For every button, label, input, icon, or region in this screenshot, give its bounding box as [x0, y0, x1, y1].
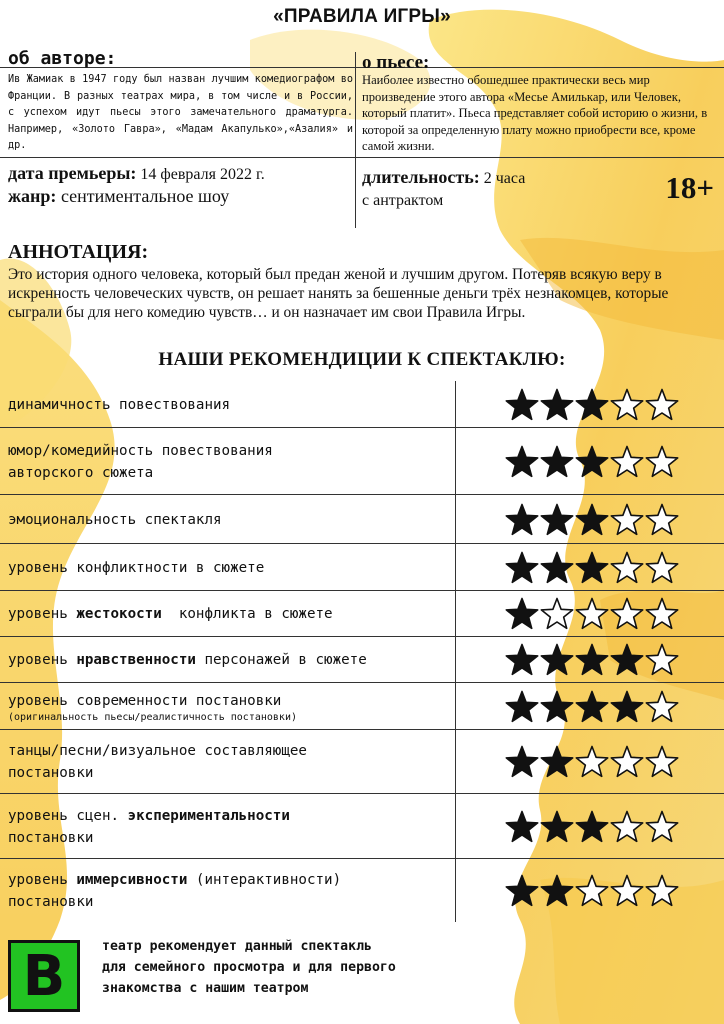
star-empty-icon [611, 599, 642, 629]
rating-label-pre: уровень [8, 606, 77, 622]
row-divider [0, 729, 724, 730]
star-empty-icon [646, 504, 677, 534]
annotation-text: Это история одного человека, который был предан женой и лучшим другом. Потеряв всякую веру в искренность человеческих чувств, он решает нанять за бешенные деньги трёх незнакомцев, которые сыграли бы для него комедию чувств… и он назначает им свои Правила Игры. [8, 266, 669, 321]
row-divider [0, 636, 724, 637]
rating-label-post: конфликта в сюжете [161, 606, 333, 622]
rating-label [8, 394, 448, 416]
rating-label-pre: уровень [8, 652, 77, 668]
genre-info [8, 186, 229, 207]
rating-label [8, 740, 448, 784]
star-empty-icon [646, 446, 677, 476]
genre-label: жанр: [8, 186, 57, 206]
badge-letter: B [22, 943, 66, 1009]
star-filled-icon [506, 552, 537, 582]
rating-label [8, 557, 448, 579]
star-empty-icon [541, 599, 572, 629]
star-filled-icon [541, 811, 572, 841]
row-divider [0, 858, 724, 859]
star-rating [505, 643, 680, 677]
star-empty-icon [646, 599, 677, 629]
star-filled-icon [541, 552, 572, 582]
genre-value: сентиментальное шоу [56, 186, 230, 206]
row-divider [0, 590, 724, 591]
star-filled-icon [576, 504, 607, 534]
star-empty-icon [611, 876, 642, 906]
rating-label-line2: постановки [8, 829, 94, 846]
rating-label-bold: иммерсивности [76, 872, 188, 888]
rating-label-line1: уровень конфликтности в сюжете [8, 559, 265, 576]
star-filled-icon [541, 645, 572, 675]
star-filled-icon [506, 811, 537, 841]
star-empty-icon [611, 552, 642, 582]
recommendations-heading: НАШИ РЕКОМЕНДИЦИИ К СПЕКТАКЛЮ: [158, 349, 566, 370]
star-empty-icon [611, 747, 642, 777]
star-filled-icon [506, 446, 537, 476]
rating-label [8, 509, 448, 531]
star-filled-icon [611, 645, 642, 675]
star-rating [505, 388, 680, 422]
star-empty-icon [611, 390, 642, 420]
duration-info [362, 167, 525, 211]
star-filled-icon [541, 390, 572, 420]
row-divider [0, 543, 724, 544]
rating-label-post: (интерактивности) [187, 872, 342, 888]
star-filled-icon [506, 645, 537, 675]
duration-value: 2 часа [479, 170, 526, 187]
rating-label-line1: юмор/комедийность повествования [8, 442, 273, 459]
rating-label-line2: постановки [8, 894, 94, 910]
premiere-info [8, 163, 265, 184]
star-filled-icon [506, 504, 537, 534]
play-text: Наиболее известно обошедшее практически весь мир произведение этого автора «Месье Амилькар, или Человек, который платит». Пьеса представляет собой историю о жизни, в которой за определенную плату можно приобрести все, кроме самой жизни. [362, 73, 708, 153]
play-heading: о пьесе: [362, 52, 430, 73]
rating-label-line1: эмоциональность спектакля [8, 511, 222, 528]
rating-label-line2: авторского сюжета [8, 464, 154, 481]
divider [455, 381, 456, 922]
star-filled-icon [576, 390, 607, 420]
rating-label-line1: танцы/песни/визуальное составляющее [8, 743, 307, 759]
rating-label-line1: уровень современности постановки [8, 693, 282, 709]
rating-label-line2: постановки [8, 765, 94, 781]
badge-text: театр рекомендует данный спектакль для семейного просмотра и для первого знакомства с нашим театром [102, 939, 396, 996]
star-filled-icon [506, 691, 537, 721]
rating-label [8, 649, 448, 671]
divider [355, 52, 356, 228]
duration-label: длительность: [362, 167, 480, 187]
star-empty-icon [576, 599, 607, 629]
star-filled-icon [611, 691, 642, 721]
star-empty-icon [646, 645, 677, 675]
rating-label [8, 440, 448, 484]
star-rating [505, 810, 680, 844]
rating-label-bold: жестокости [76, 606, 162, 622]
about-heading: об авторе: [8, 48, 117, 69]
star-filled-icon [541, 876, 572, 906]
row-divider [0, 427, 724, 428]
star-rating [505, 874, 680, 908]
rating-label-line1: динамичность повествования [8, 397, 231, 413]
star-empty-icon [646, 747, 677, 777]
star-filled-icon [576, 446, 607, 476]
rating-label [8, 869, 448, 913]
rating-label-post: персонажей в сюжете [195, 652, 367, 668]
rating-label-bold: экспериментальности [127, 807, 290, 824]
premiere-label: дата премьеры: [8, 163, 137, 183]
rating-label-sub: (оригинальность пьесы/реалистичность постановки) [8, 712, 297, 723]
row-divider [0, 494, 724, 495]
star-rating [505, 551, 680, 585]
star-filled-icon [506, 599, 537, 629]
star-filled-icon [541, 747, 572, 777]
star-rating [505, 445, 680, 479]
star-empty-icon [576, 747, 607, 777]
star-filled-icon [576, 811, 607, 841]
star-rating [505, 690, 680, 724]
rating-label-pre: уровень [8, 872, 77, 888]
star-filled-icon [576, 691, 607, 721]
star-filled-icon [506, 390, 537, 420]
page-title: «ПРАВИЛА ИГРЫ» [273, 6, 451, 27]
star-filled-icon [541, 504, 572, 534]
star-rating [505, 503, 680, 537]
star-empty-icon [611, 504, 642, 534]
star-empty-icon [646, 552, 677, 582]
star-rating [505, 745, 680, 779]
star-filled-icon [541, 691, 572, 721]
star-empty-icon [576, 876, 607, 906]
star-empty-icon [611, 811, 642, 841]
about-text: Ив Жамиак в 1947 году был назван лучшим комедиографом во Франции. В разных театрах мира, в том числе и в России, с успехом идут пьесы этого замечательного драматурга. Например, «Золото Гавра», «Мадам Акапулько»,«Азалия» и др. [8, 74, 353, 151]
premiere-value: 14 февраля 2022 г. [136, 166, 265, 183]
star-filled-icon [576, 552, 607, 582]
star-rating [505, 597, 680, 631]
rating-label [8, 603, 448, 625]
star-empty-icon [646, 390, 677, 420]
star-filled-icon [576, 645, 607, 675]
rating-label-bold: нравственности [76, 652, 196, 668]
rating-label-pre: уровень сцен. [8, 807, 128, 824]
star-filled-icon [541, 446, 572, 476]
row-divider [0, 682, 724, 683]
star-empty-icon [646, 811, 677, 841]
family-badge [8, 940, 80, 1012]
star-empty-icon [646, 691, 677, 721]
age-rating: 18+ [665, 170, 714, 205]
duration-value-2: с антрактом [362, 192, 444, 209]
star-empty-icon [611, 446, 642, 476]
star-empty-icon [646, 876, 677, 906]
rating-label [8, 805, 448, 849]
row-divider [0, 793, 724, 794]
divider [0, 157, 724, 158]
star-filled-icon [506, 876, 537, 906]
rating-label [8, 690, 448, 723]
annotation-heading: АННОТАЦИЯ: [8, 241, 149, 263]
star-filled-icon [506, 747, 537, 777]
